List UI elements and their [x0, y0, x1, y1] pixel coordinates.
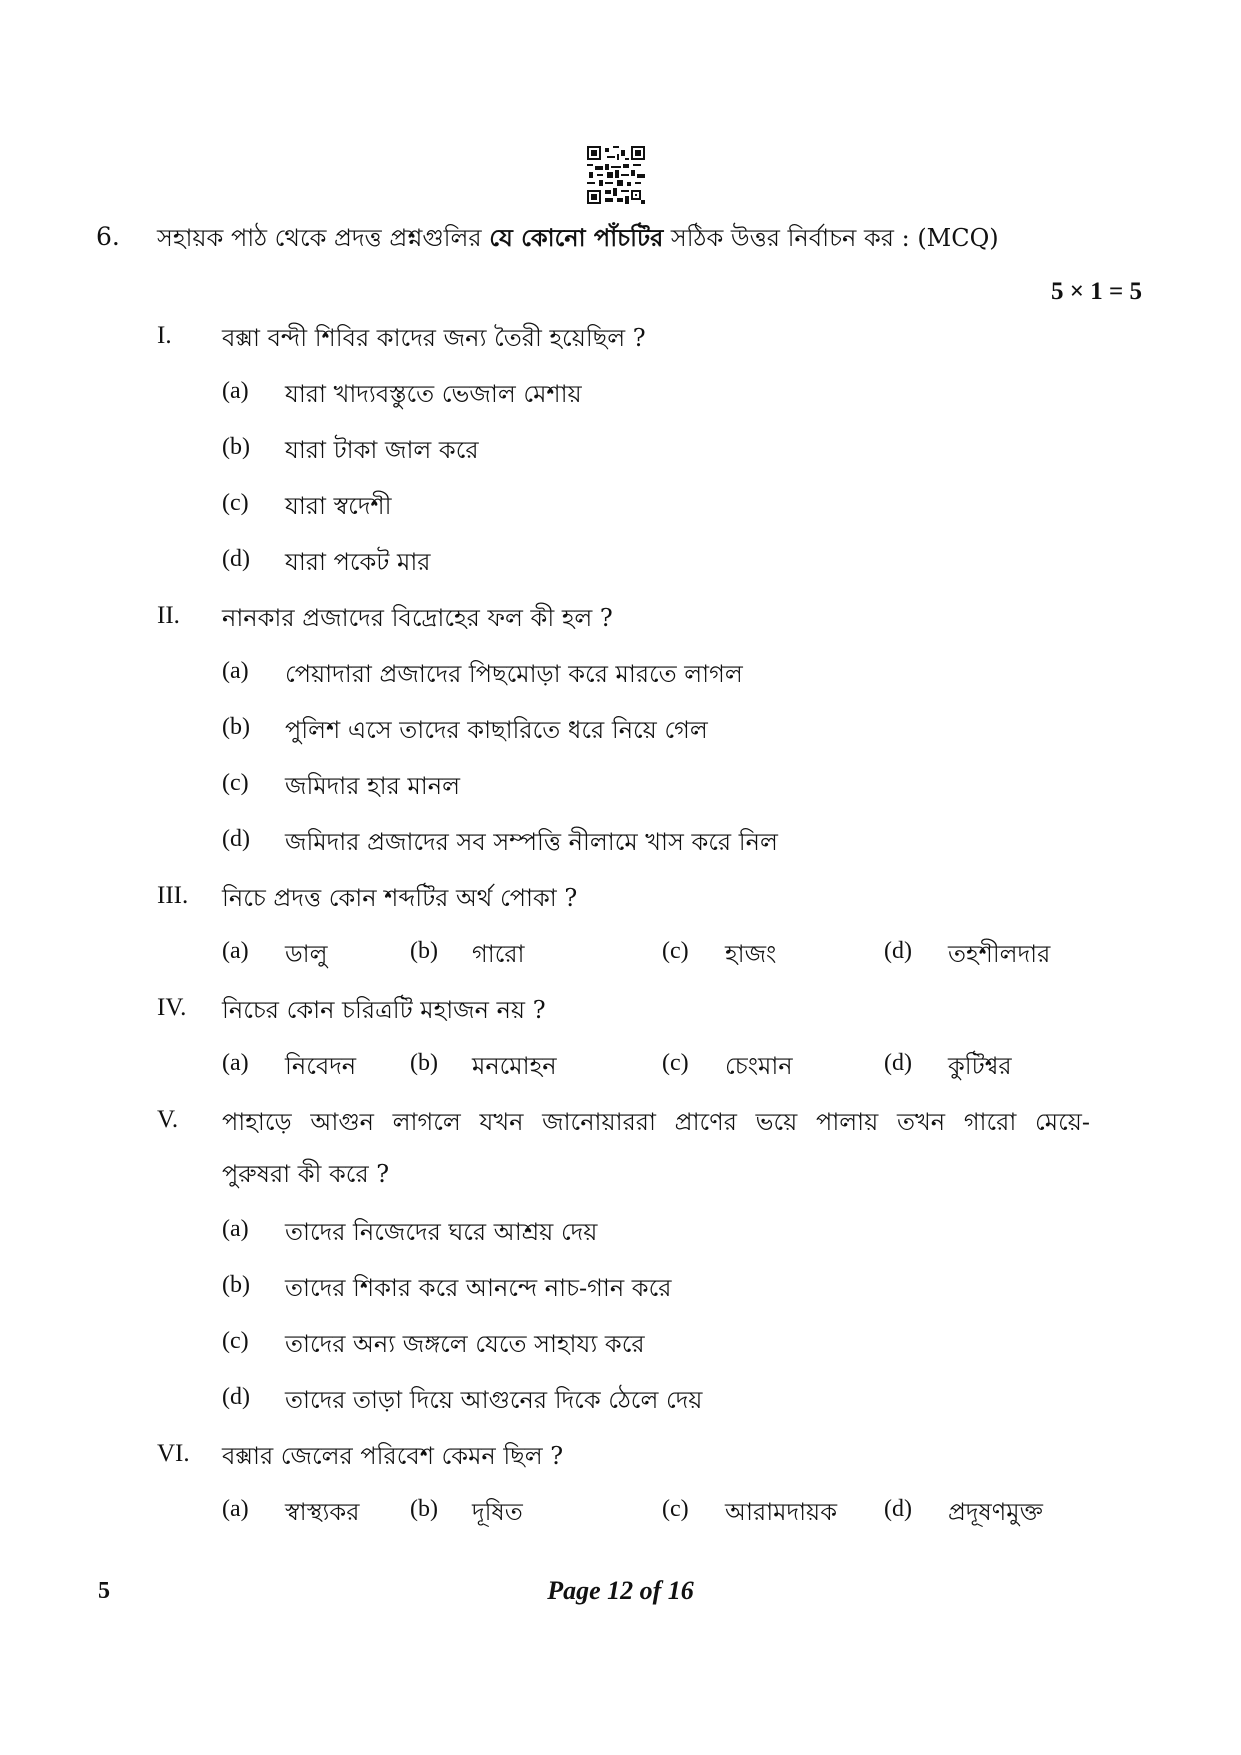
question-instruction	[157, 220, 999, 260]
option-text: তাদের শিকার করে আনন্দে নাচ-গান করে	[285, 1274, 672, 1302]
option-text: কুটিশ্বর	[948, 1052, 1012, 1080]
option-label: (b)	[222, 714, 250, 740]
instruction-post: সঠিক উত্তর নির্বাচন কর : (MCQ)	[663, 224, 999, 252]
option-text: চেংমান	[725, 1052, 793, 1080]
option-text: তাদের তাড়া দিয়ে আগুনের দিকে ঠেলে দেয়	[285, 1386, 703, 1414]
qr-code	[587, 146, 645, 204]
option-label: (a)	[222, 658, 249, 684]
option-text: হাজং	[725, 940, 777, 968]
subquestion-text: নিচে প্রদত্ত কোন শব্দটির অর্থ পোকা ?	[222, 884, 578, 912]
option-text: তহশীলদার	[948, 940, 1051, 968]
option-label: (c)	[662, 938, 689, 964]
option-text: নিবেদন	[285, 1052, 357, 1080]
subquestion-text: বক্সার জেলের পরিবেশ কেমন ছিল ?	[222, 1442, 564, 1470]
subquestion-number: IV.	[157, 994, 187, 1021]
option-label: (c)	[222, 1328, 249, 1354]
option-label: (a)	[222, 938, 249, 964]
option-text: তাদের নিজেদের ঘরে আশ্রয় দেয়	[285, 1218, 598, 1246]
option-label: (b)	[410, 1050, 438, 1076]
option-text: যারা পকেট মার	[285, 548, 431, 576]
option-label: (b)	[222, 434, 250, 460]
option-text: আরামদায়ক	[725, 1498, 837, 1526]
option-label: (d)	[884, 938, 912, 964]
subquestion-number: V.	[157, 1106, 179, 1133]
option-label: (d)	[222, 826, 250, 852]
option-text: যারা টাকা জাল করে	[285, 436, 479, 464]
subquestion-text: বক্সা বন্দী শিবির কাদের জন্য তৈরী হয়েছিল ?	[222, 324, 646, 352]
marks-scheme: 5 × 1 = 5	[1051, 278, 1142, 305]
subquestion-number: III.	[157, 882, 189, 909]
option-label: (c)	[222, 490, 249, 516]
option-label: (d)	[222, 546, 250, 572]
page-number: Page 12 of 16	[547, 1576, 694, 1605]
option-text: জমিদার হার মানল	[285, 772, 460, 800]
question-number: 6.	[96, 222, 120, 251]
instruction-pre: সহায়ক পাঠ থেকে প্রদত্ত প্রশ্নগুলির	[157, 224, 490, 252]
option-text: পেয়াদারা প্রজাদের পিছমোড়া করে মারতে লাগল	[285, 660, 743, 688]
option-text: দূষিত	[472, 1498, 523, 1526]
subquestion-text-line2: পুরুষরা কী করে ?	[222, 1160, 390, 1188]
option-label: (b)	[410, 1496, 438, 1522]
option-label: (b)	[222, 1272, 250, 1298]
option-label: (d)	[884, 1496, 912, 1522]
option-label: (a)	[222, 1216, 249, 1242]
option-label: (d)	[222, 1384, 250, 1410]
option-label: (a)	[222, 1050, 249, 1076]
subquestion-number: VI.	[157, 1440, 190, 1467]
option-label: (d)	[884, 1050, 912, 1076]
option-label: (c)	[662, 1496, 689, 1522]
option-text: স্বাস্থ্যকর	[285, 1498, 360, 1526]
option-label: (a)	[222, 378, 249, 404]
option-label: (b)	[410, 938, 438, 964]
option-text: যারা খাদ্যবস্তুতে ভেজাল মেশায়	[285, 380, 582, 408]
option-text: পুলিশ এসে তাদের কাছারিতে ধরে নিয়ে গেল	[285, 716, 708, 744]
option-label: (a)	[222, 1496, 249, 1522]
option-text: তাদের অন্য জঙ্গলে যেতে সাহায্য করে	[285, 1330, 645, 1358]
option-text: যারা স্বদেশী	[285, 492, 392, 520]
subquestion-text: নানকার প্রজাদের বিদ্রোহের ফল কী হল ?	[222, 604, 613, 632]
option-text: ডালু	[285, 940, 328, 968]
option-text: প্রদূষণমুক্ত	[948, 1498, 1043, 1526]
instruction-bold: যে কোনো পাঁচটির	[489, 223, 664, 252]
option-text: মনমোহন	[472, 1052, 557, 1080]
option-text: গারো	[472, 940, 525, 968]
paper-code: 5	[98, 1578, 110, 1604]
option-label: (c)	[222, 770, 249, 796]
subquestion-number: I.	[157, 322, 172, 349]
subquestion-text-line1: পাহাড়ে আগুন লাগলে যখন জানোয়াররা প্রাণের ভয়ে পালায় তখন গারো মেয়ে-	[222, 1108, 1090, 1136]
subquestion-text: নিচের কোন চরিত্রটি মহাজন নয় ?	[222, 996, 546, 1024]
option-label: (c)	[662, 1050, 689, 1076]
subquestion-number: II.	[157, 602, 180, 629]
option-text: জমিদার প্রজাদের সব সম্পত্তি নীলামে খাস করে নিল	[285, 828, 778, 856]
